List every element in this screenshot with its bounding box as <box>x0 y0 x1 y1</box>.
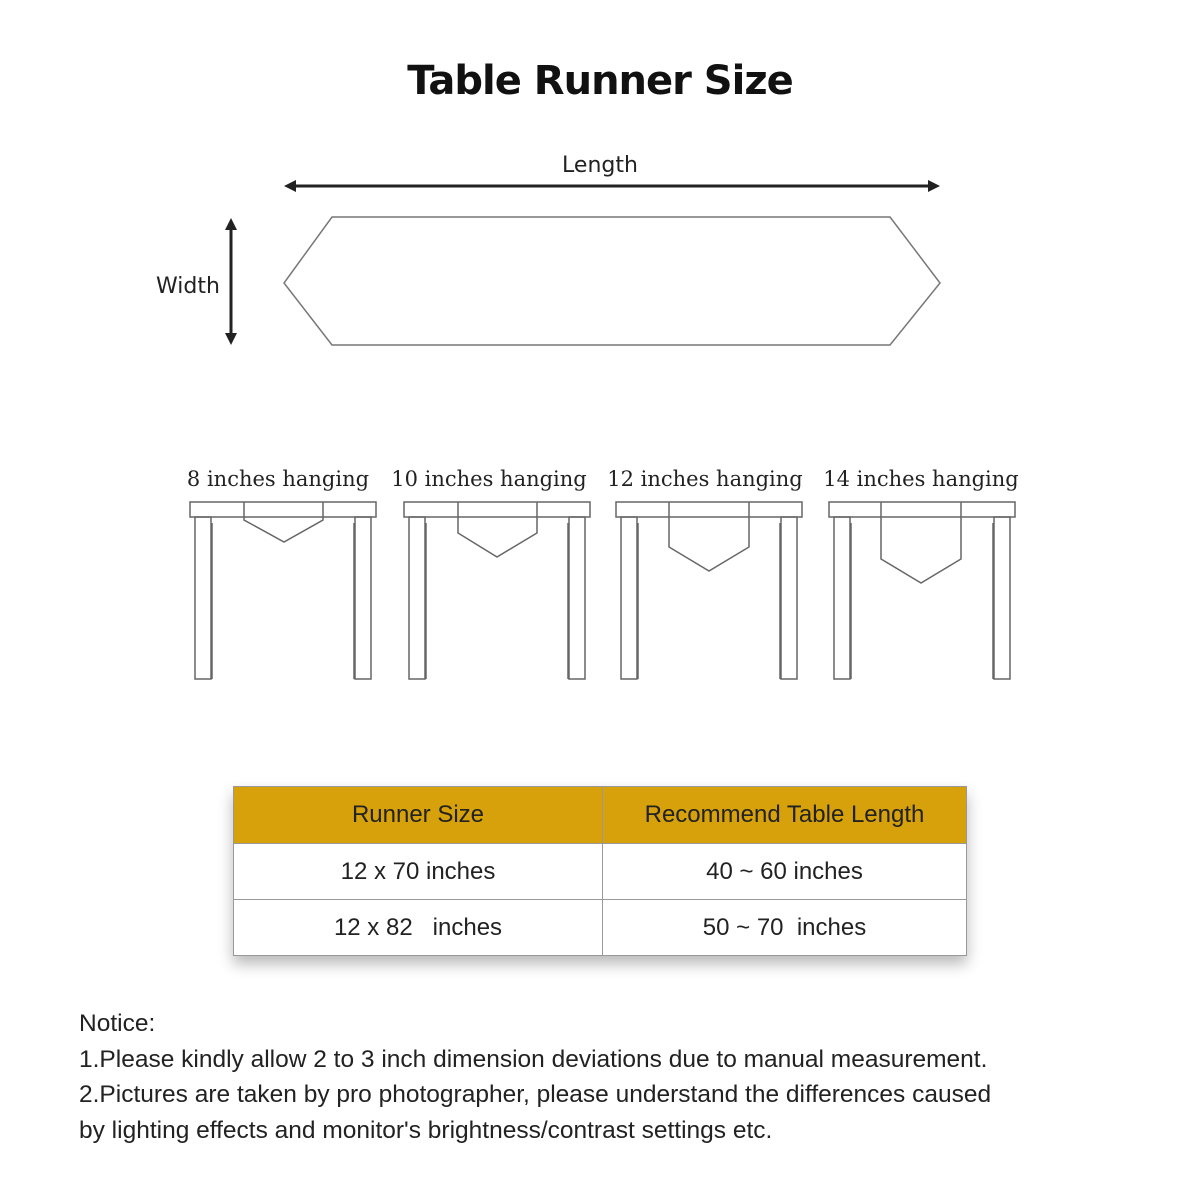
notice-line: 2.Pictures are taken by pro photographer, please understand the differences caused <box>79 1081 992 1108</box>
cell-runner-size: 12 x 82 inches <box>234 900 603 956</box>
table-illustration-10 <box>404 502 590 679</box>
table-illustration-12 <box>616 502 802 679</box>
header-runner-size: Runner Size <box>234 787 603 844</box>
width-label: Width <box>156 274 220 299</box>
hanging-label-8: 8 inches hanging <box>186 467 370 491</box>
hanging-label-14: 14 inches hanging <box>823 467 1019 491</box>
notice-block <box>79 1006 991 1148</box>
runner-drop-14 <box>881 502 961 583</box>
runner-drop-8 <box>244 502 323 542</box>
runner-drop-12 <box>669 502 749 571</box>
hanging-label-12: 12 inches hanging <box>607 467 803 491</box>
length-label: Length <box>562 153 638 178</box>
notice-heading: Notice: <box>79 1010 156 1037</box>
cell-table-length: 40 ~ 60 inches <box>603 844 967 900</box>
table-row <box>234 844 967 900</box>
hanging-label-10: 10 inches hanging <box>391 467 587 491</box>
table-row <box>234 900 967 956</box>
length-arrow <box>284 180 940 192</box>
size-table <box>233 786 967 956</box>
notice-line: by lighting effects and monitor's brightness/contrast settings etc. <box>79 1116 773 1144</box>
notice-line: 1.Please kindly allow 2 to 3 inch dimension deviations due to manual measurement. <box>79 1045 988 1073</box>
cell-runner-size: 12 x 70 inches <box>234 844 603 900</box>
table-illustration-14 <box>829 502 1015 679</box>
cell-table-length: 50 ~ 70 inches <box>603 900 967 956</box>
table-illustration-8 <box>190 502 376 679</box>
header-recommend-length: Recommend Table Length <box>603 787 967 844</box>
runner-shape <box>284 217 940 345</box>
runner-drop-10 <box>458 502 537 557</box>
size-table-header <box>234 787 967 844</box>
page-title: Table Runner Size <box>407 58 793 104</box>
width-arrow <box>225 218 237 345</box>
